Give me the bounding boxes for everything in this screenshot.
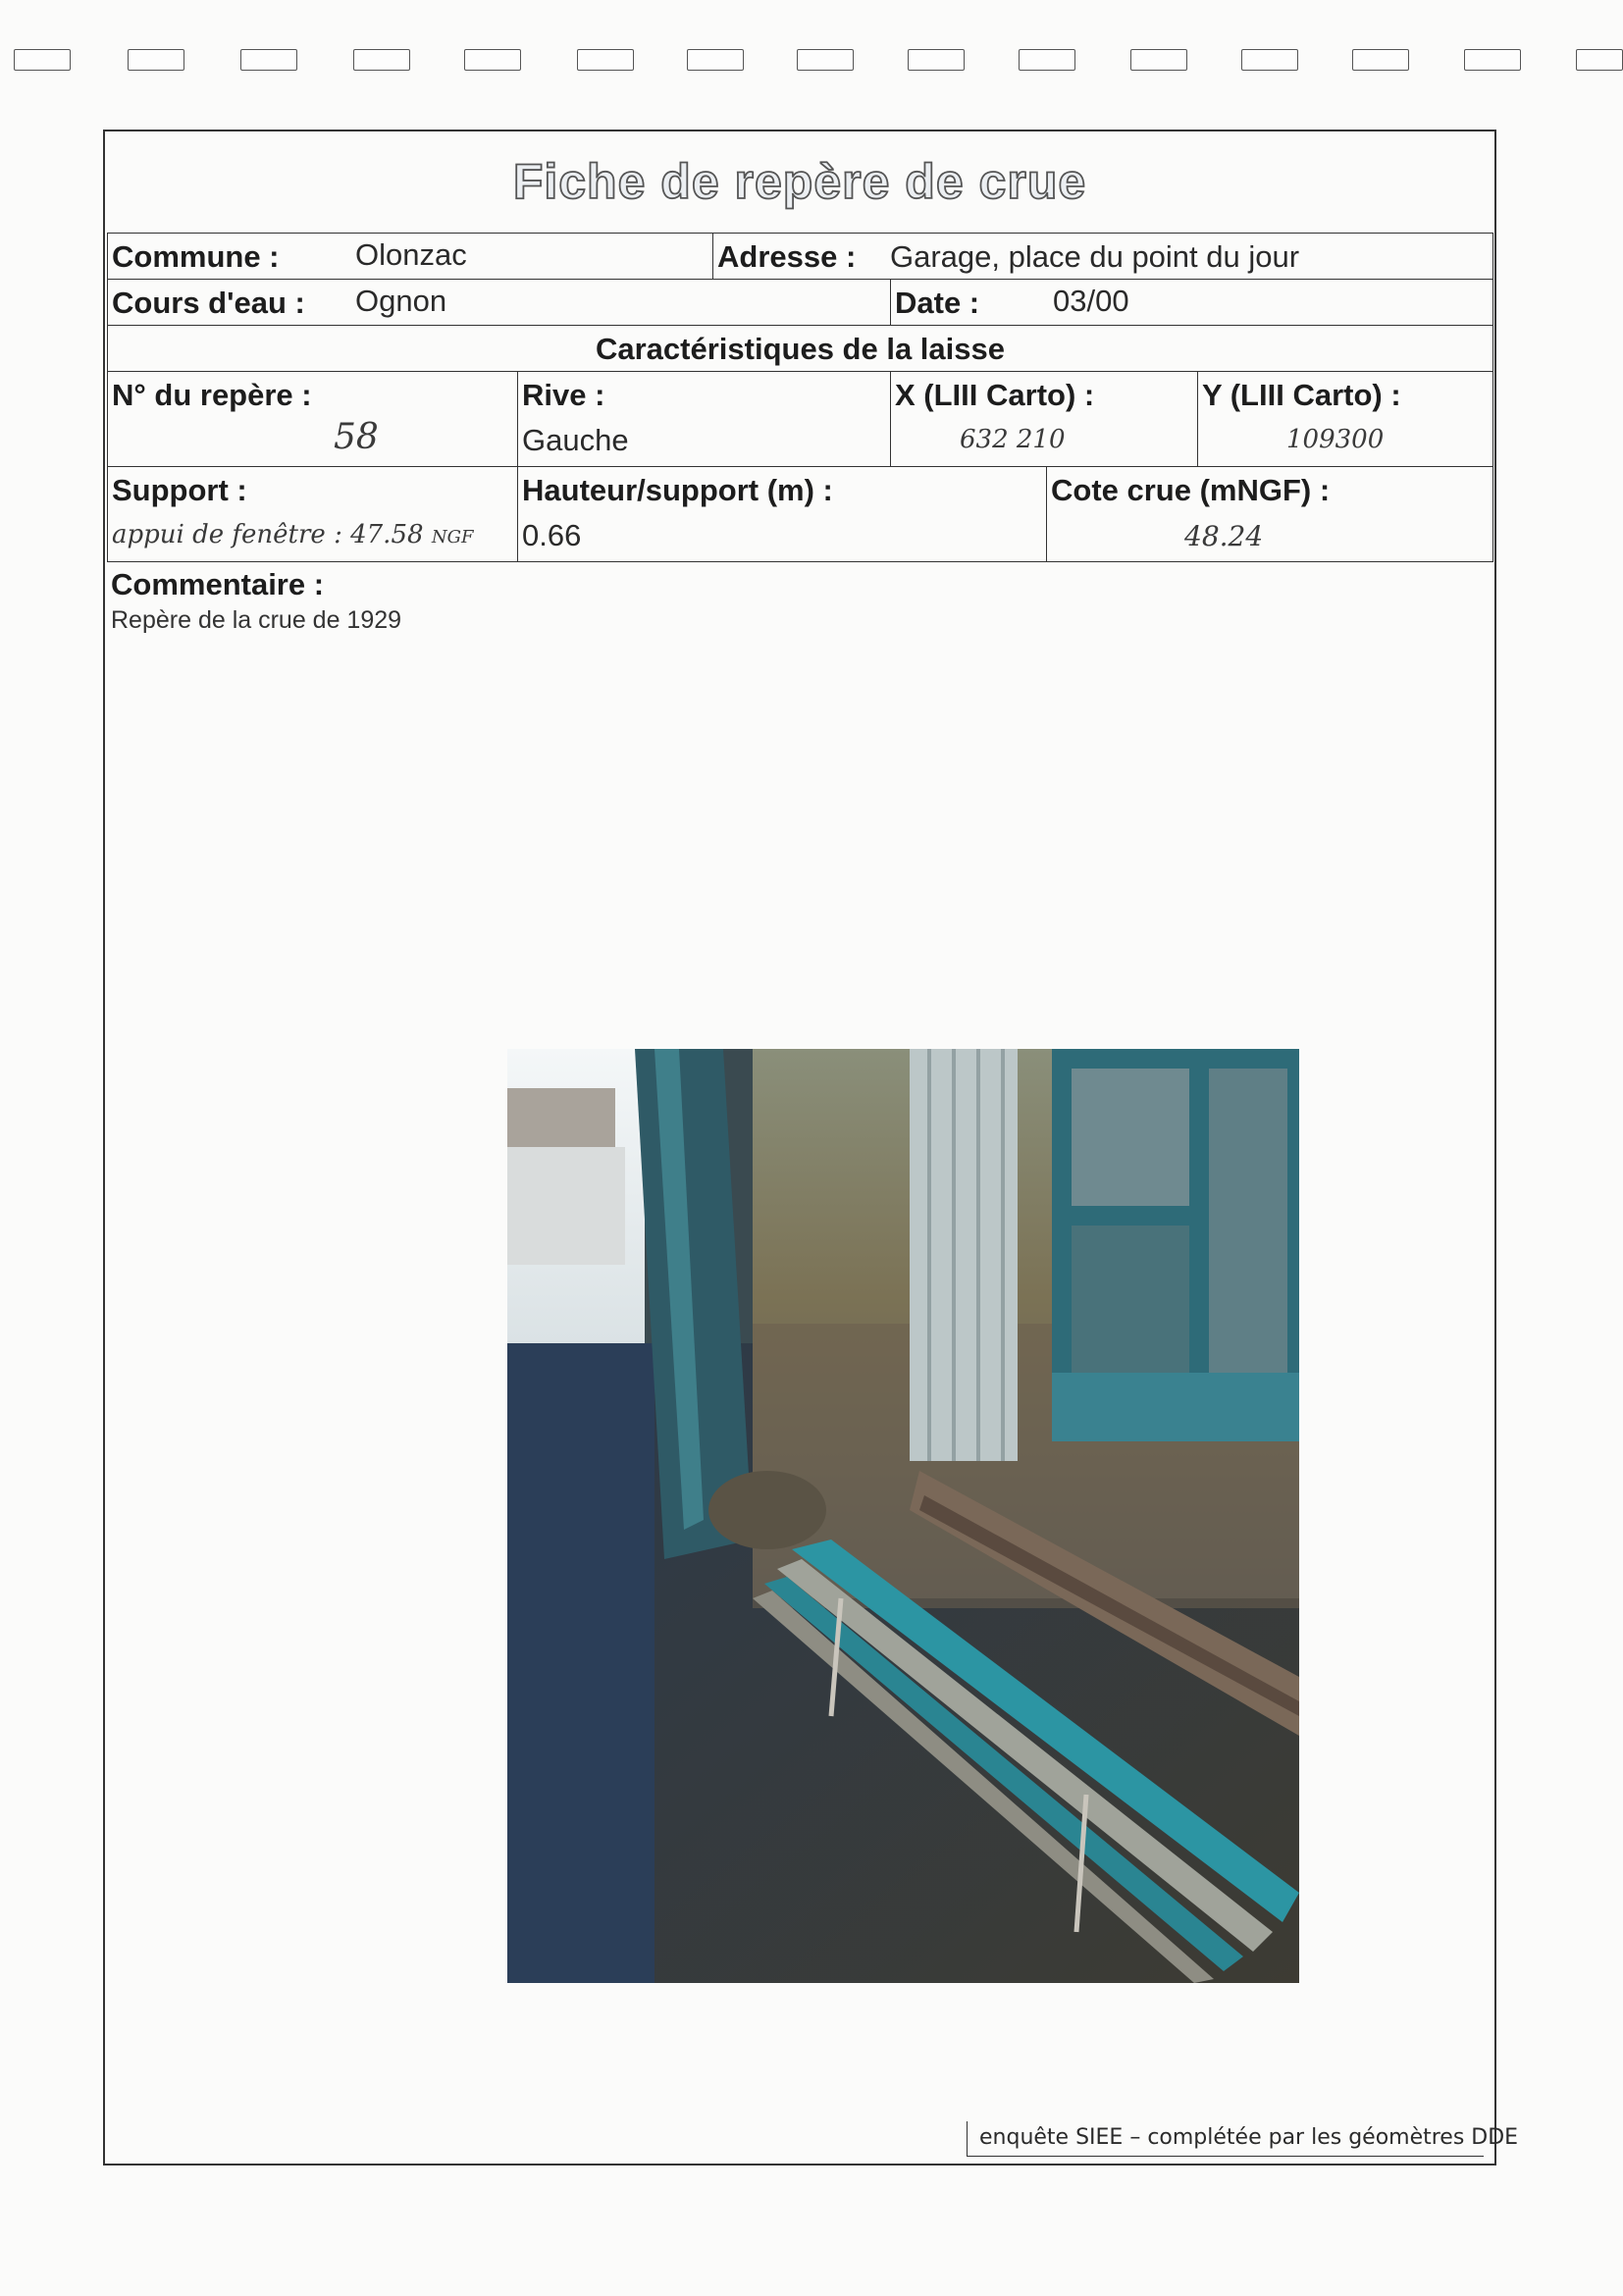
rive-label: Rive : <box>522 378 605 412</box>
binder-hole <box>577 49 634 71</box>
binder-hole <box>1130 49 1187 71</box>
rive-value: Gauche <box>522 423 629 457</box>
cote-crue-cell <box>1046 466 1493 562</box>
cours-eau-value: Ognon <box>355 284 447 318</box>
adresse-value: Garage, place du point du jour <box>890 239 1300 274</box>
binder-hole <box>14 49 71 71</box>
cote-crue-label: Cote crue (mNGF) : <box>1051 473 1331 507</box>
date-value: 03/00 <box>1053 284 1129 318</box>
flood-mark-sheet <box>103 130 1519 2166</box>
page-title: Fiche de repère de crue <box>512 154 1087 209</box>
flood-mark-photo <box>507 1049 1299 1983</box>
binder-hole <box>1241 49 1298 71</box>
photo-illustration <box>507 1049 1299 1983</box>
x-coord-value: 632 210 <box>960 425 1066 454</box>
binder-hole <box>1464 49 1521 71</box>
commentaire-text: Repère de la crue de 1929 <box>111 606 402 634</box>
binder-hole <box>687 49 744 71</box>
x-coord-label: X (LIII Carto) : <box>895 378 1095 412</box>
repere-value: 58 <box>334 417 379 457</box>
commentaire-label: Commentaire : <box>111 567 325 601</box>
binder-hole <box>797 49 854 71</box>
footer-note: enquête SIEE – complétée par les géomètres DDE <box>967 2121 1484 2157</box>
date-label: Date : <box>895 286 980 320</box>
adresse-label: Adresse : <box>717 239 857 274</box>
y-coord-cell <box>1197 371 1493 467</box>
cours-eau-cell <box>107 279 891 326</box>
support-value-text: appui de fenêtre : 47.58 <box>112 520 424 549</box>
commune-label: Commune : <box>112 239 280 274</box>
adresse-cell <box>712 233 1493 280</box>
x-coord-cell <box>890 371 1198 467</box>
binder-hole <box>464 49 521 71</box>
date-cell <box>890 279 1493 326</box>
hauteur-value: 0.66 <box>522 518 582 552</box>
rive-cell <box>517 371 891 467</box>
cote-crue-value: 48.24 <box>1184 520 1264 552</box>
cours-eau-label: Cours d'eau : <box>112 286 305 320</box>
binder-hole <box>1352 49 1409 71</box>
binder-hole <box>240 49 297 71</box>
hauteur-cell <box>517 466 1047 562</box>
binder-hole <box>353 49 410 71</box>
commune-value: Olonzac <box>355 237 467 272</box>
support-label: Support : <box>112 473 247 507</box>
y-coord-value: 109300 <box>1286 425 1385 454</box>
hauteur-label: Hauteur/support (m) : <box>522 473 833 507</box>
support-cell <box>107 466 518 562</box>
section-title: Caractéristiques de la laisse <box>595 332 1005 366</box>
commune-cell <box>107 233 713 280</box>
binder-hole <box>1576 49 1623 71</box>
binder-hole <box>908 49 965 71</box>
binder-hole <box>128 49 184 71</box>
support-unit: NGF <box>431 527 474 548</box>
repere-cell <box>107 371 518 467</box>
section-header <box>107 325 1493 372</box>
repere-label: N° du repère : <box>112 378 312 412</box>
y-coord-label: Y (LIII Carto) : <box>1202 378 1401 412</box>
support-value <box>112 520 473 549</box>
binder-hole <box>1019 49 1075 71</box>
binder-holes <box>0 49 1623 73</box>
